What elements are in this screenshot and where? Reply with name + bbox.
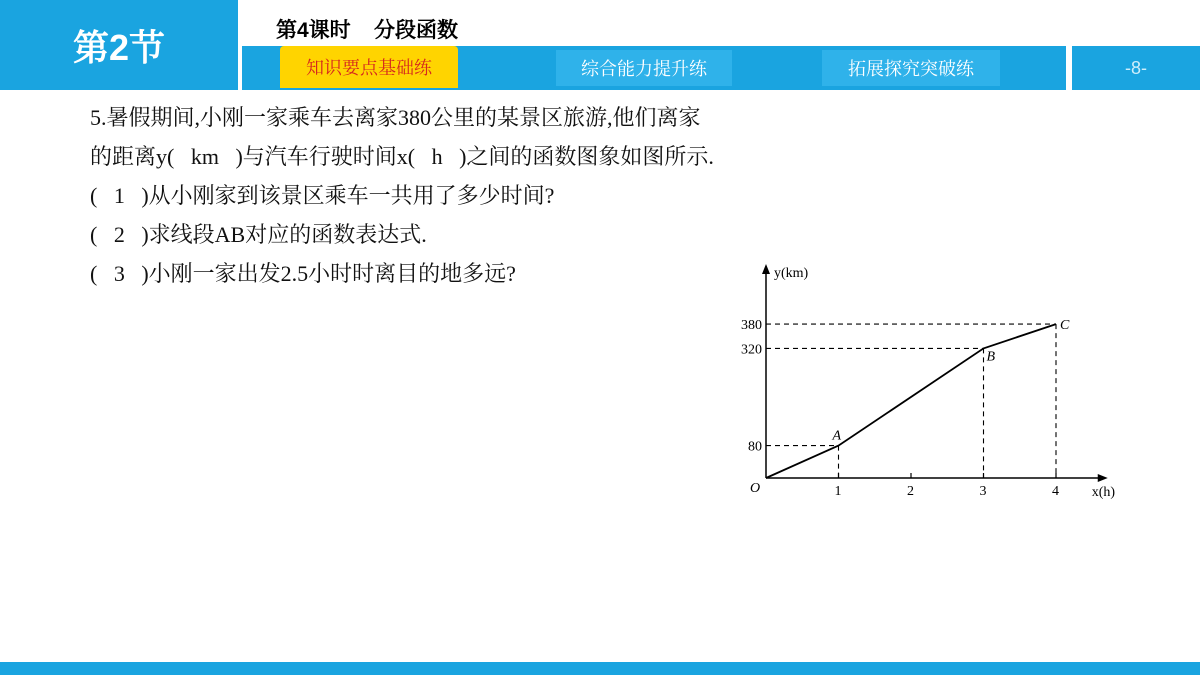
y-tick-label: 380 — [741, 318, 762, 334]
page-number: -8- — [1072, 46, 1200, 90]
y-tick-label: 320 — [741, 342, 762, 358]
problem-line: 5.暑假期间,小刚一家乘车去离家380公里的某景区旅游,他们离家 — [90, 105, 701, 130]
distance-time-chart — [730, 258, 1120, 508]
x-axis-arrow — [1098, 474, 1108, 482]
problem-line: ( 2 )求线段AB对应的函数表达式. — [90, 222, 427, 247]
section-label: 第2节 — [0, 0, 238, 90]
x-tick-label: 1 — [834, 484, 842, 499]
y-axis-label: y(km) — [774, 266, 809, 281]
x-tick-label: 2 — [907, 484, 914, 499]
y-tick-label: 80 — [748, 439, 762, 455]
problem-line: ( 3 )小刚一家出发2.5小时时离目的地多远? — [90, 261, 516, 286]
point-label-b: B — [986, 349, 996, 365]
x-axis-label: x(h) — [1091, 485, 1116, 500]
tab-basic-practice[interactable]: 知识要点基础练 — [280, 46, 458, 88]
tab-comprehensive-practice[interactable]: 综合能力提升练 — [556, 50, 732, 86]
x-tick-label: 3 — [979, 484, 987, 499]
series-line — [766, 324, 1056, 478]
y-axis-arrow — [762, 264, 770, 274]
problem-line: ( 1 )从小刚家到该景区乘车一共用了多少时间? — [90, 183, 555, 208]
point-label-c: C — [1060, 318, 1070, 334]
footer-bar — [0, 662, 1200, 675]
header-bar — [0, 0, 1200, 90]
problem-line: 的距离y( km )与汽车行驶时间x( h )之间的函数图象如图所示. — [90, 144, 714, 169]
lesson-title: 第4课时 分段函数 — [276, 19, 459, 42]
tab-extension-practice[interactable]: 拓展探究突破练 — [822, 50, 1000, 86]
origin-label: O — [750, 481, 761, 496]
x-tick-label: 4 — [1052, 484, 1059, 499]
tab-bar — [242, 46, 1066, 90]
point-label-a: A — [832, 428, 842, 444]
